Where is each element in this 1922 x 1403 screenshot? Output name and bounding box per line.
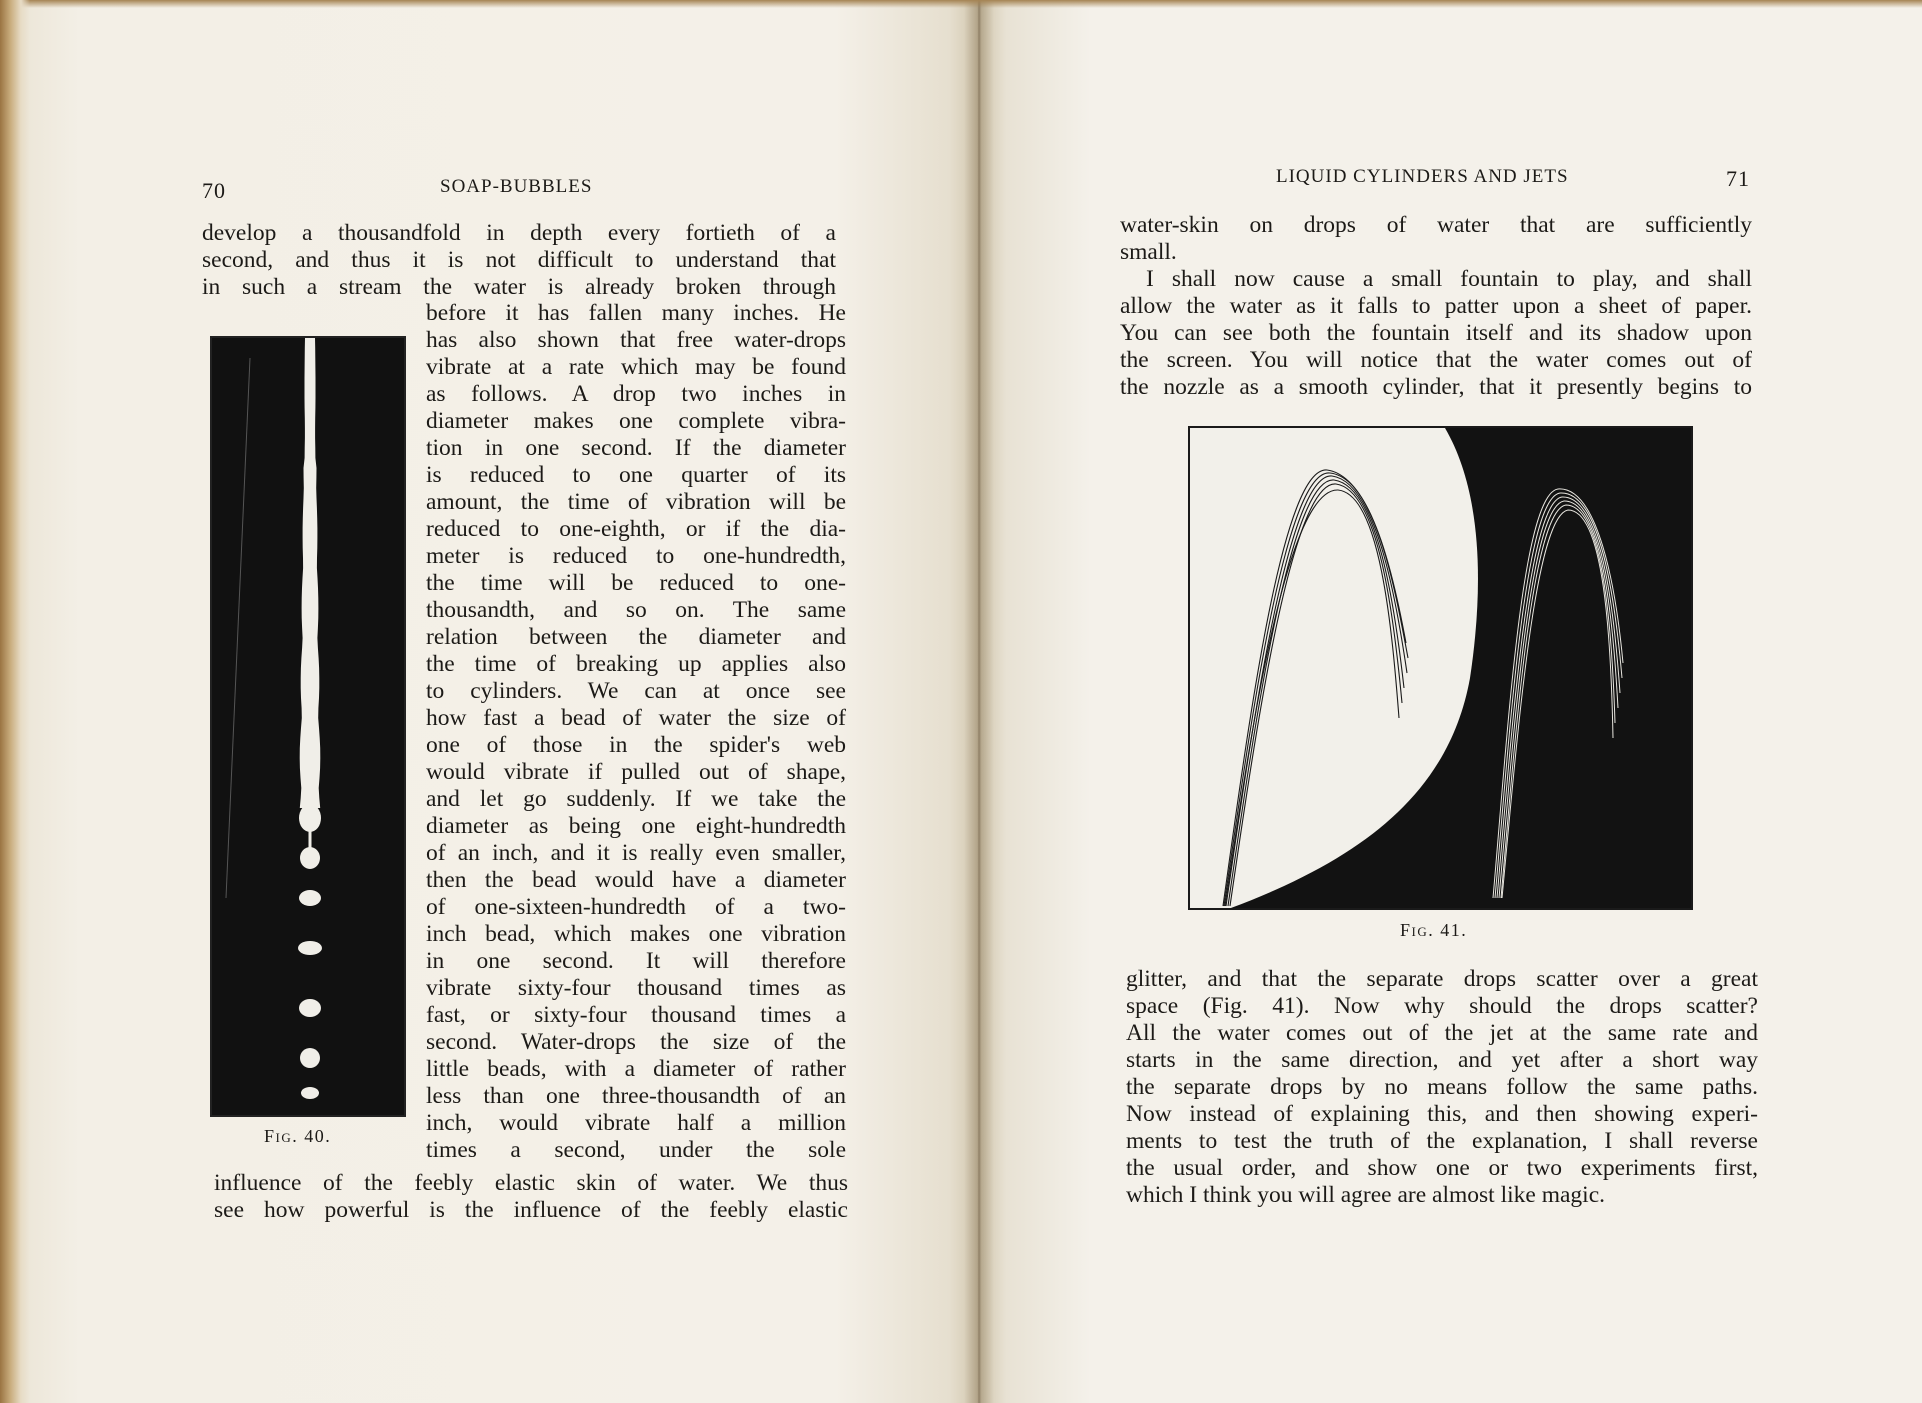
text-line: You can see both the fountain itself and its shadow upon bbox=[1120, 320, 1752, 346]
figure-41-caption: Fig. 41. bbox=[1400, 920, 1468, 940]
water-drop bbox=[299, 999, 321, 1017]
text-line: meter is reduced to one-hundredth, bbox=[426, 543, 846, 569]
text-line: second, and thus it is not difficult to understand that bbox=[202, 247, 836, 273]
text-line: vibrate sixty-four thousand times as bbox=[426, 975, 846, 1001]
text-line: before it has fallen many inches. He bbox=[426, 300, 846, 326]
text-line: thousandth, and so on. The same bbox=[426, 597, 846, 623]
text-line: small. bbox=[1120, 239, 1177, 265]
text-line: inch bead, which makes one vibration bbox=[426, 921, 846, 947]
text-line: the usual order, and show one or two experiments first, bbox=[1126, 1155, 1758, 1181]
left-paragraph-wrapped bbox=[426, 300, 846, 1164]
text-line: of an inch, and it is really even smaller, bbox=[426, 840, 846, 866]
text-line: the nozzle as a smooth cylinder, that it presently begins to bbox=[1120, 374, 1752, 400]
text-line: the time will be reduced to one- bbox=[426, 570, 846, 596]
text-line: vibrate at a rate which may be found bbox=[426, 354, 846, 380]
text-line: see how powerful is the influence of the feebly elastic bbox=[214, 1197, 848, 1223]
left-paragraph-top bbox=[202, 220, 836, 301]
text-line: starts in the same direction, and yet after a short way bbox=[1126, 1047, 1758, 1073]
text-line: then the bead would have a diameter bbox=[426, 867, 846, 893]
right-paragraph-1 bbox=[1120, 212, 1752, 266]
figure-40-caption: Fig. 40. bbox=[264, 1126, 332, 1146]
text-line: Now instead of explaining this, and then showing experi- bbox=[1126, 1101, 1758, 1127]
text-line: I shall now cause a small fountain to play, and shall bbox=[1146, 266, 1752, 292]
text-line: the screen. You will notice that the water comes out of bbox=[1120, 347, 1752, 373]
text-line: little beads, with a diameter of rather bbox=[426, 1056, 846, 1082]
text-line: less than one three-thousandth of an bbox=[426, 1083, 846, 1109]
text-line: second. Water-drops the size of the bbox=[426, 1029, 846, 1055]
text-line: and let go suddenly. If we take the bbox=[426, 786, 846, 812]
text-line: amount, the time of vibration will be bbox=[426, 489, 846, 515]
text-line: fast, or sixty-four thousand times a bbox=[426, 1002, 846, 1028]
right-page-number: 71 bbox=[1726, 166, 1750, 191]
text-line: develop a thousandfold in depth every fortieth of a bbox=[202, 220, 836, 246]
water-drop bbox=[299, 890, 321, 906]
right-paragraph-2 bbox=[1120, 266, 1752, 401]
text-line: water-skin on drops of water that are sufficiently bbox=[1120, 212, 1752, 238]
text-line: is reduced to one quarter of its bbox=[426, 462, 846, 488]
text-line: has also shown that free water-drops bbox=[426, 327, 846, 353]
text-line: inch, would vibrate half a million bbox=[426, 1110, 846, 1136]
text-line: to cylinders. We can at once see bbox=[426, 678, 846, 704]
left-paragraph-bottom bbox=[214, 1170, 848, 1224]
text-line: tion in one second. If the diameter bbox=[426, 435, 846, 461]
water-drop bbox=[299, 804, 321, 832]
water-drop bbox=[300, 847, 320, 869]
water-drop bbox=[300, 1048, 320, 1068]
text-line: times a second, under the sole bbox=[426, 1137, 846, 1163]
text-line: of one-sixteen-hundredth of a two- bbox=[426, 894, 846, 920]
text-line: in such a stream the water is already broken through bbox=[202, 274, 836, 300]
text-line: how fast a bead of water the size of bbox=[426, 705, 846, 731]
water-drop bbox=[298, 941, 322, 955]
water-column bbox=[300, 338, 321, 808]
book-gutter bbox=[964, 0, 994, 1403]
faint-line bbox=[226, 358, 250, 898]
right-paragraph-3 bbox=[1126, 966, 1758, 1209]
text-line: relation between the diameter and bbox=[426, 624, 846, 650]
text-line: diameter makes one complete vibra- bbox=[426, 408, 846, 434]
text-line: in one second. It will therefore bbox=[426, 948, 846, 974]
text-line: influence of the feebly elastic skin of water. We thus bbox=[214, 1170, 848, 1196]
water-stream-illustration bbox=[212, 338, 408, 1119]
text-line: the separate drops by no means follow the same paths. bbox=[1126, 1074, 1758, 1100]
text-line: one of those in the spider's web bbox=[426, 732, 846, 758]
left-page-number: 70 bbox=[202, 178, 226, 203]
text-line: reduced to one-eighth, or if the dia- bbox=[426, 516, 846, 542]
page-top-edge bbox=[0, 0, 1922, 8]
fountain-and-shadow-illustration bbox=[1190, 428, 1693, 910]
text-line: ments to test the truth of the explanation, I shall reverse bbox=[1126, 1128, 1758, 1154]
text-line: the time of breaking up applies also bbox=[426, 651, 846, 677]
water-drop bbox=[301, 1087, 319, 1099]
text-line: glitter, and that the separate drops scatter over a great bbox=[1126, 966, 1758, 992]
right-running-head: LIQUID CYLINDERS AND JETS bbox=[1276, 166, 1569, 187]
text-line: space (Fig. 41). Now why should the drops scatter? bbox=[1126, 993, 1758, 1019]
text-line: All the water comes out of the jet at the same rate and bbox=[1126, 1020, 1758, 1046]
text-line: as follows. A drop two inches in bbox=[426, 381, 846, 407]
text-line: would vibrate if pulled out of shape, bbox=[426, 759, 846, 785]
text-line: which I think you will agree are almost like magic. bbox=[1126, 1182, 1605, 1208]
book-left-edge bbox=[0, 0, 30, 1403]
figure-40-water-jet bbox=[210, 336, 406, 1117]
text-line: diameter as being one eight-hundredth bbox=[426, 813, 846, 839]
figure-41-fountain bbox=[1188, 426, 1693, 910]
left-running-head: SOAP-BUBBLES bbox=[440, 176, 593, 197]
text-line: allow the water as it falls to patter upon a sheet of paper. bbox=[1120, 293, 1752, 319]
